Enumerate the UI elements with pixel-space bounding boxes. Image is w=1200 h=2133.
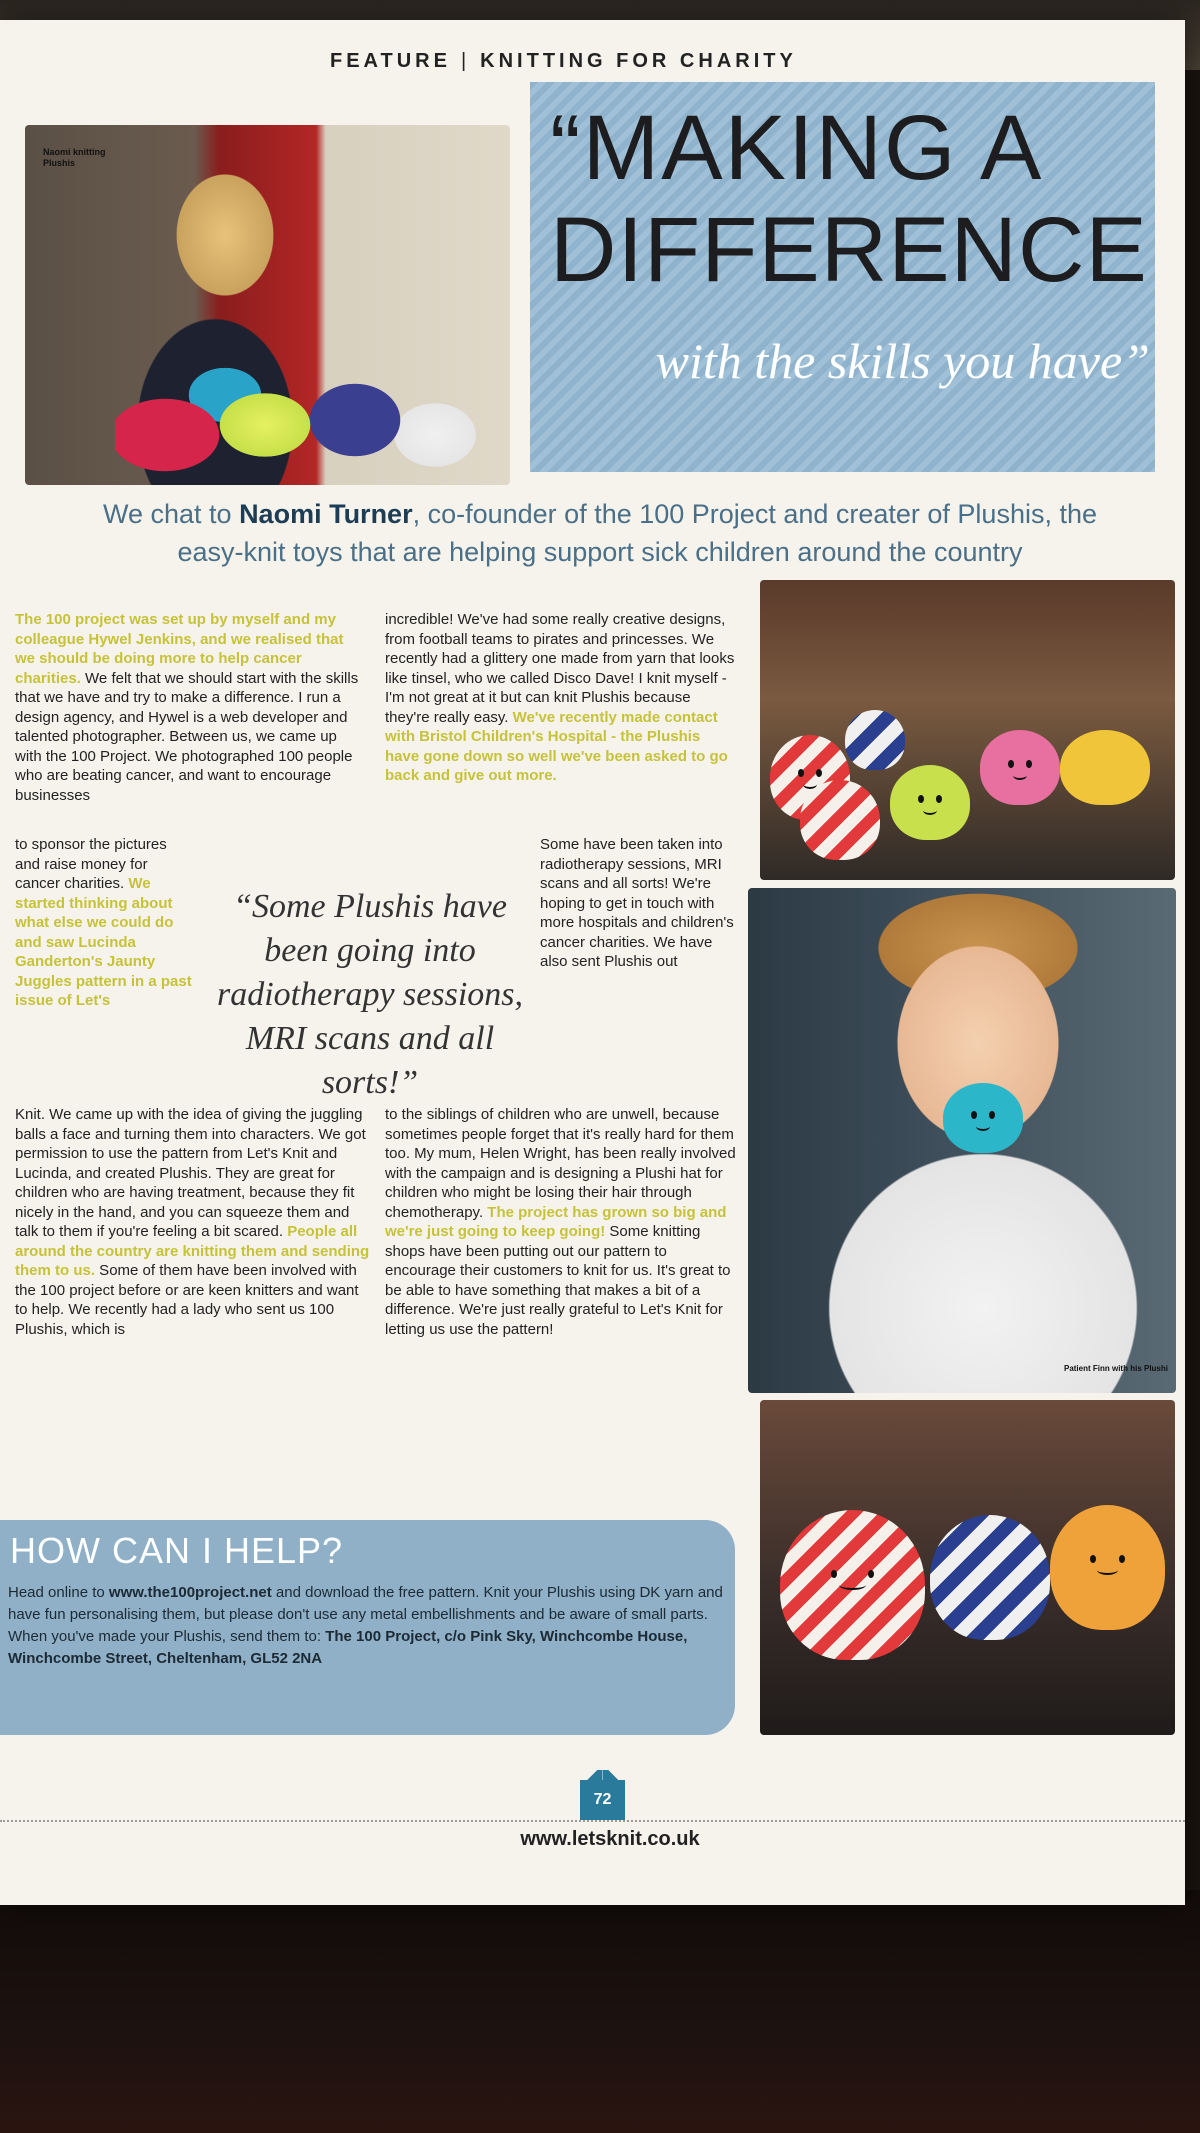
photo-plushis-table xyxy=(760,580,1175,880)
col1-bottom-highlight: People all around the country are knitting them and sending them to us. xyxy=(15,1223,370,1279)
column-2-bottom xyxy=(385,1105,740,1339)
magazine-page xyxy=(0,20,1185,1905)
photo-credit: Patient Finn with his Plushi xyxy=(1063,1364,1168,1373)
col2-narrow-text: Some have been taken into radiotherapy sessions, MRI scans and all sorts! We're hoping to get in touch with more hospitals and children's cancer charities. We have also sent Plushis out xyxy=(540,836,734,970)
footer-divider xyxy=(0,1820,1185,1822)
title-box xyxy=(530,82,1155,472)
plushi-toy xyxy=(980,730,1060,805)
photo-plushis-closeup xyxy=(760,1400,1175,1735)
column-1-bottom xyxy=(15,1105,370,1339)
title-line-2: DIFFERENCE xyxy=(550,199,1148,301)
col1-narrow-highlight: We started thinking about what else we could do and saw Lucinda Ganderton's Jaunty Juggles pattern in a past issue of Let's xyxy=(15,875,192,1009)
plushi-toy xyxy=(845,710,905,770)
how-can-i-help-box xyxy=(0,1520,735,1735)
column-1-top xyxy=(15,610,365,805)
standfirst xyxy=(80,495,1120,571)
photo-naomi-knitting xyxy=(25,125,510,485)
help-url-link[interactable]: www.the100project.net xyxy=(108,1584,272,1601)
header-separator: | xyxy=(460,50,471,72)
column-2-top xyxy=(385,610,735,786)
background-bottom xyxy=(0,1890,1200,2133)
title-line-1: “MAKING A xyxy=(550,97,1044,199)
photo-boy-with-plushi xyxy=(748,888,1176,1393)
plushi-toy xyxy=(930,1515,1050,1640)
plushi-toy xyxy=(780,1510,925,1660)
plushi-toy xyxy=(943,1083,1023,1153)
col1-narrow-text: to sponsor the pictures and raise money for cancer charities. xyxy=(15,836,167,892)
help-title: HOW CAN I HELP? xyxy=(10,1530,344,1571)
column-1-narrow xyxy=(15,835,195,1011)
plushi-toy xyxy=(800,780,880,860)
standfirst-suffix: , co-founder of the 100 Project and creater of Plushis, the easy-knit toys that are helping support sick children around the country xyxy=(177,499,1097,567)
col2-bottom-text2: Some knitting shops have been putting out our pattern to encourage their customers to knit for us. It's great to be able to have something that makes a bit of a difference. We're just really grateful to Let's Knit for letting us use the pattern! xyxy=(385,1223,731,1338)
page-number: 72 xyxy=(580,1780,625,1820)
plushi-toy xyxy=(890,765,970,840)
help-text xyxy=(8,1582,723,1670)
title-subtitle: with the skills you have” xyxy=(655,333,1150,389)
column-2-narrow xyxy=(540,835,740,972)
help-text-body: and download the free pattern. Knit your Plushis using DK yarn and have fun personalising them, but please don't use any metal embellishments and be aware of small parts. When you've made your Plushis, send them to: xyxy=(8,1584,723,1645)
col1-bottom-text: Knit. We came up with the idea of giving the juggling balls a face and turning them into characters. We got permission to use the pattern from Let's Knit and Lucinda, and created Plushis. They are great for children who are having treatment, because they fit nicely in the hand, and you can squeeze them and talk to them if you're feeling a bit scared. xyxy=(15,1106,366,1240)
col1-highlight: The 100 project was set up by myself and my colleague Hywel Jenkins, and we realised that we should be doing more to help cancer charities. xyxy=(15,611,344,687)
help-text-intro: Head online to xyxy=(8,1584,109,1601)
pull-quote: “Some Plushis have been going into radiotherapy sessions, MRI scans and all sorts!” xyxy=(217,888,523,1101)
col1-bottom-text2: Some of them have been involved with the 100 project before or are keen knitters and want to help. We recently had a lady who sent us 100 Plushis, which is xyxy=(15,1262,359,1338)
website-url: www.letsknit.co.uk xyxy=(520,1828,700,1850)
standfirst-name: Naomi Turner xyxy=(239,499,413,529)
plushi-toy xyxy=(1050,1505,1165,1630)
standfirst-prefix: We chat to xyxy=(102,499,240,529)
header-section: FEATURE xyxy=(330,50,451,72)
col2-text: incredible! We've had some really creative designs, from football teams to pirates and princesses. We recently had a glittery one made from yarn that looks like tinsel, who we called Disco Dave! I knit myself - I'm not great at it but can knit Plushis because they're really easy. xyxy=(385,611,735,726)
plushi-toy xyxy=(1060,730,1150,805)
photo-caption: Naomi knitting Plushis xyxy=(43,147,106,168)
col1-text: We felt that we should start with the skills that we have and try to make a difference. I run a design agency, and Hywel is a web developer and talented photographer. Between us, we came up with the 100 Project. We photographed 100 people who are beating cancer, and want to encourage businesses xyxy=(15,669,359,804)
page-header xyxy=(330,50,890,73)
col2-highlight: We've recently made contact with Bristol Children's Hospital - the Plushis have gone down so well we've been asked to go back and give out more. xyxy=(385,708,728,784)
yarn-illustration xyxy=(115,365,485,475)
header-topic: KNITTING FOR CHARITY xyxy=(480,50,797,72)
col2-bottom-text: to the siblings of children who are unwell, because sometimes people forget that it's really hard for them too. My mum, Helen Wright, has been really involved with the campaign and is designing a Plushi hat for children who might be losing their hair through chemotherapy. xyxy=(385,1106,736,1221)
help-address: The 100 Project, c/o Pink Sky, Winchcombe House, Winchcombe Street, Cheltenham, GL52 2NA xyxy=(8,1628,688,1667)
col2-bottom-highlight: The project has grown so big and we're just going to keep going! xyxy=(385,1203,727,1240)
